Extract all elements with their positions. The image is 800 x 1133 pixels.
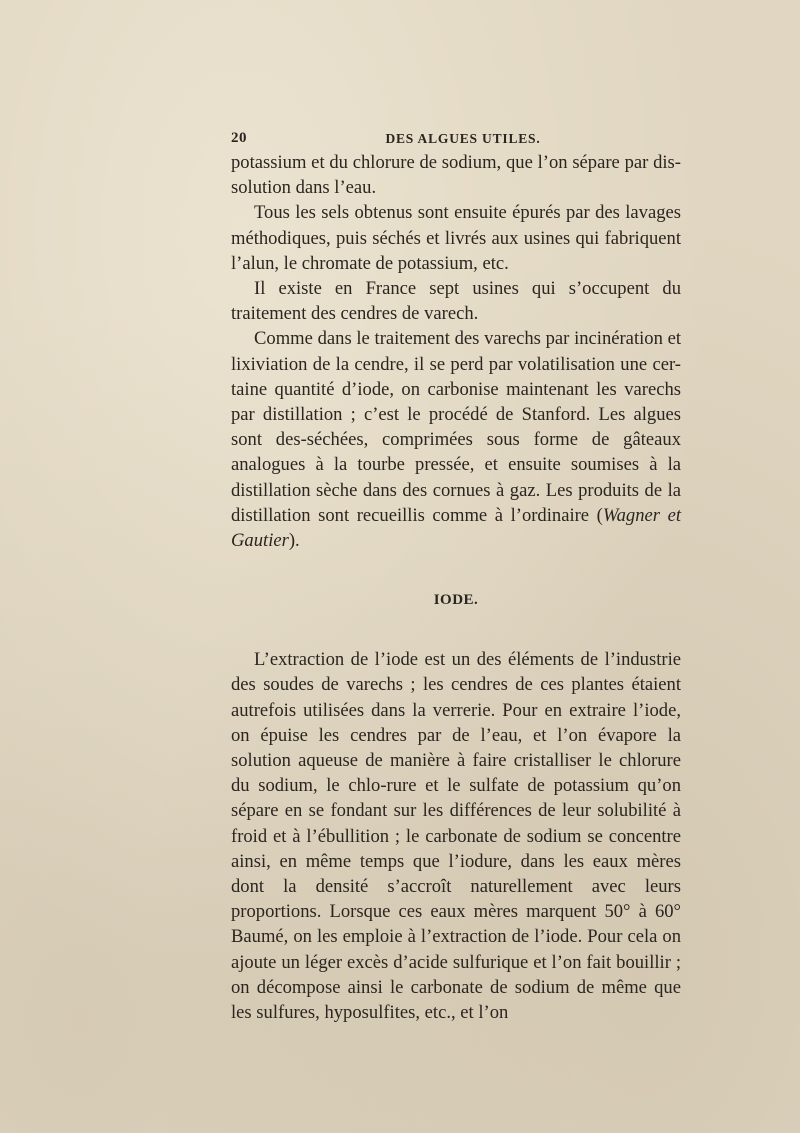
running-title: DES ALGUES UTILES. (385, 131, 541, 146)
paragraph-distillation-end: ). (288, 530, 300, 552)
paragraph-distillation-text: Comme dans le traitement des varechs par incinération et lixiviation de la cendre, il se perd par volatilisation une cer-taine quantité d’iode, on carbonise maintenant les varechs par distillation ; c’est le procédé de Stanford. Les algues sont des-séchées, comprimées sous forme de gâteaux analogues à la tourbe pressée, et ensuite soumises à la distillation sèche dans des cornues à gaz. Les produits de la distillation sont recueillis comme à l’ordinaire ( (231, 328, 681, 526)
book-page (231, 128, 681, 1025)
paragraph-lavages: Tous les sels obtenus sont ensuite épurés par des lavages méthodiques, puis séchés et livrés aux usines qui fabriquent l’alun, le chromate de potassium, etc. (231, 202, 681, 274)
running-head (231, 128, 681, 150)
paragraph-extraction-iode: L’extraction de l’iode est un des éléments de l’industrie des soudes de varechs ; les cendres de ces plantes étaient autrefois utilisées dans la verrerie. Pour en extraire l’iode, on épuise les cendres par de l’eau, et l’on évapore la solution aqueuse de manière à faire cristalliser le chlorure du sodium, le chlo-rure et le sulfate de potassium qu’on sépare en se fondant sur les différences de leur solubilité à froid et à l’ébullition ; le carbonate de sodium se concentre ainsi, en même temps que l’iodure, dans les eaux mères dont la densité s’accroît naturellement avec leurs proportions. Lorsque ces eaux mères marquent 50° à 60° Baumé, on les emploie à l’extraction de l’iode. Pour cela on ajoute un léger excès d’acide sulfurique et l’on fait bouillir ; on décompose ainsi le carbonate de sodium de même que les sulfures, hyposulfites, etc., et l’on (231, 649, 681, 1024)
body-text (231, 150, 681, 553)
paragraph-usines: Il existe en France sept usines qui s’occupent du traitement des cendres de varech. (231, 278, 681, 325)
body-text-iode (231, 647, 681, 1025)
paragraph-continuation: potassium et du chlorure de sodium, que l’on sépare par dis-solution dans l’eau. (231, 152, 681, 199)
paragraph-distillation (231, 326, 681, 553)
section-heading-iode: IODE. (433, 592, 479, 609)
citation-authors: Wagner et Gautier (231, 504, 681, 552)
page-number: 20 (231, 130, 247, 146)
